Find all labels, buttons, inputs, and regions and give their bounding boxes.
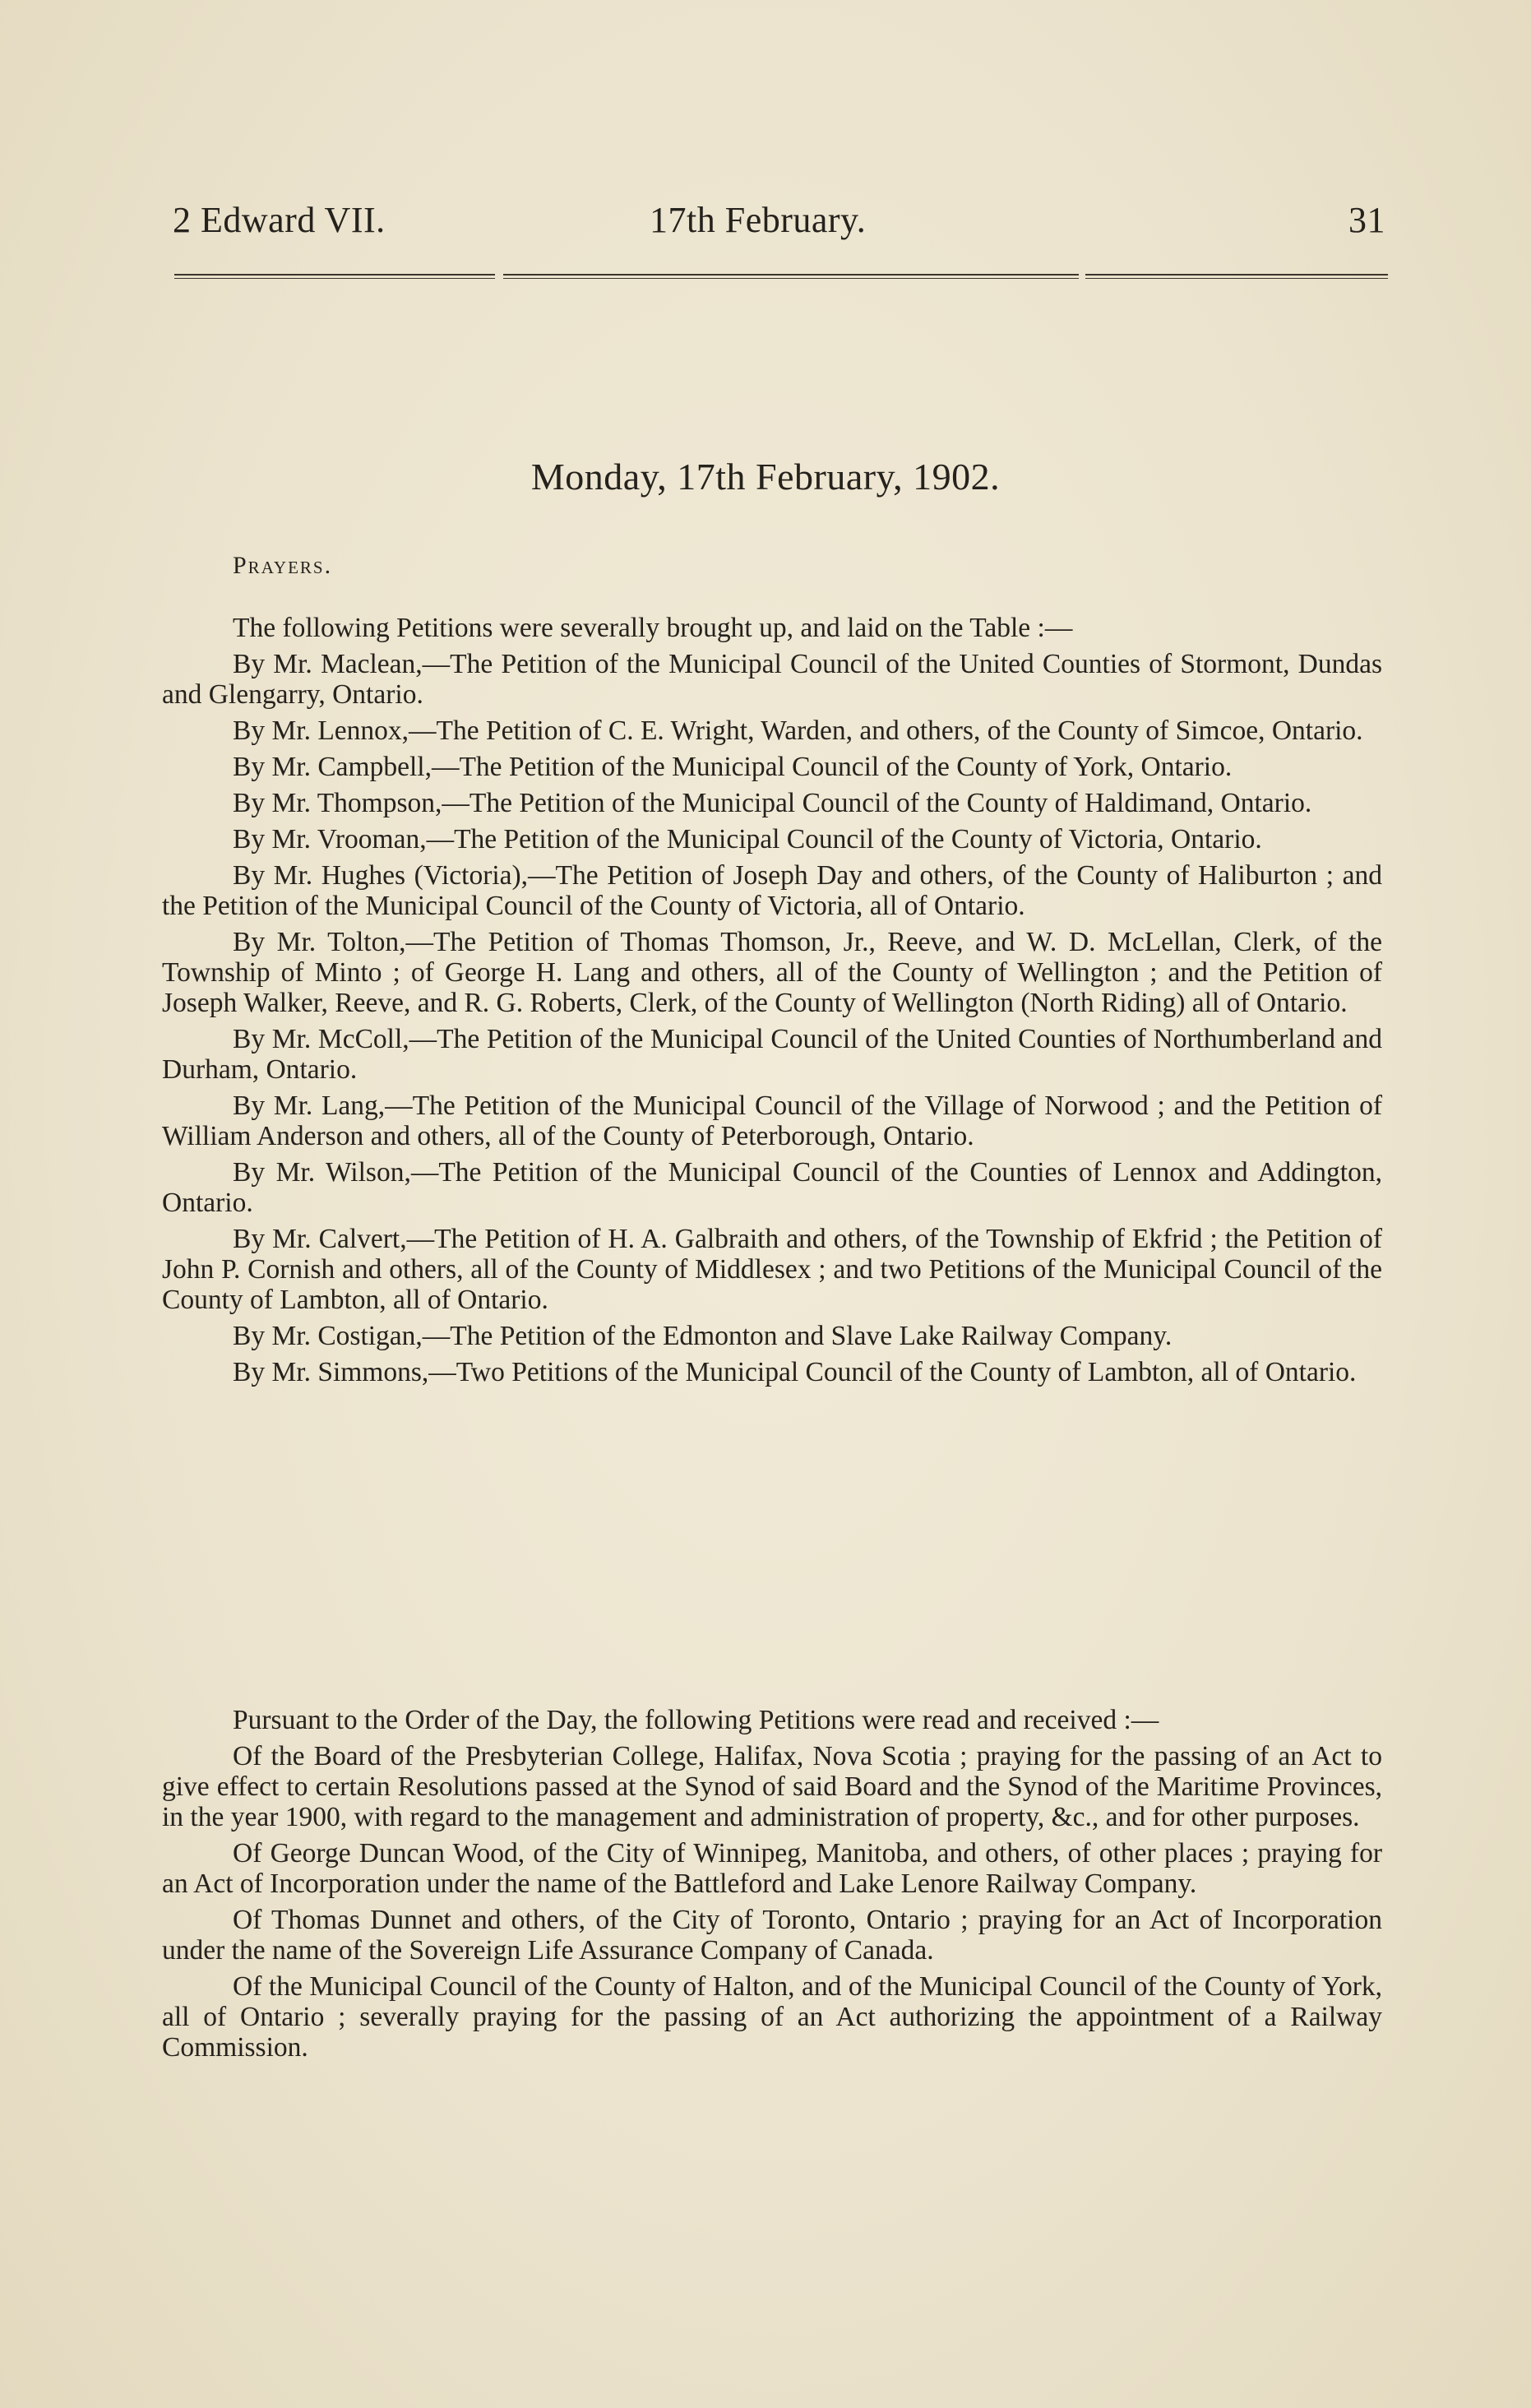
petitions-intro: The following Petitions were severally brought up, and laid on the Table :— — [233, 613, 1073, 643]
running-head-regnal-year: 2 Edward VII. — [173, 200, 386, 240]
petition-paragraph: Of the Municipal Council of the County of Halton, and of the Municipal Council of the County of York, all of Ontario ; severally praying for the passing of an Act authorizing the appointment of a Railway Commission. — [162, 1971, 1382, 2063]
petition-paragraph: By Mr. Costigan,—The Petition of the Edmonton and Slave Lake Railway Company. — [233, 1321, 1173, 1351]
header-rule-right — [1085, 274, 1388, 279]
order-of-day-intro: Pursuant to the Order of the Day, the following Petitions were read and received :— — [233, 1705, 1159, 1735]
page-number: 31 — [1348, 200, 1385, 240]
petition-paragraph: By Mr. Lennox,—The Petition of C. E. Wright, Warden, and others, of the County of Simcoe, Ontario. — [233, 715, 1363, 746]
petition-paragraph: Of Thomas Dunnet and others, of the City of Toronto, Ontario ; praying for an Act of Incorporation under the name of the Sovereign Life Assurance Company of Canada. — [162, 1905, 1382, 1966]
petition-paragraph: By Mr. Thompson,—The Petition of the Municipal Council of the County of Haldimand, Ontario. — [233, 788, 1312, 818]
petition-paragraph: By Mr. Calvert,—The Petition of H. A. Galbraith and others, of the Township of Ekfrid ; the Petition of John P. Cornish and others, all of the County of Middlesex ; and two Petitions of the Municipal Council of the County of Lambton, all of Ontario. — [162, 1224, 1382, 1315]
petitions-presented-section — [162, 613, 1382, 1393]
petition-paragraph: By Mr. Maclean,—The Petition of the Municipal Council of the United Counties of Stormont, Dundas and Glengarry, Ontario. — [162, 649, 1382, 710]
petition-paragraph: By Mr. Wilson,—The Petition of the Municipal Council of the Counties of Lennox and Addington, Ontario. — [162, 1157, 1382, 1218]
petition-paragraph: Of the Board of the Presbyterian College, Halifax, Nova Scotia ; praying for the passing of an Act to give effect to certain Resolutions passed at the Synod of said Board and the Synod of the Maritime Provinces, in the year 1900, with regard to the management and administration of property, &c., and for other purposes. — [162, 1741, 1382, 1832]
petition-paragraph: By Mr. Vrooman,—The Petition of the Municipal Council of the County of Victoria, Ontario. — [233, 824, 1262, 854]
petition-paragraph: By Mr. Tolton,—The Petition of Thomas Thomson, Jr., Reeve, and W. D. McLellan, Clerk, of the Township of Minto ; of George H. Lang and others, all of the County of Wellington ; and the Petition of Joseph Walker, Reeve, and R. G. Roberts, Clerk, of the County of Wellington (North Riding) all of Ontario. — [162, 927, 1382, 1018]
running-head-date: 17th February. — [650, 200, 867, 240]
petition-paragraph: Of George Duncan Wood, of the City of Winnipeg, Manitoba, and others, of other places ; praying for an Act of Incorporation under the name of the Battleford and Lake Lenore Railway Company. — [162, 1838, 1382, 1899]
petitions-received-section — [162, 1705, 1382, 2068]
header-rule-center — [503, 274, 1079, 279]
header-rule-left — [174, 274, 495, 279]
petition-paragraph: By Mr. Campbell,—The Petition of the Municipal Council of the County of York, Ontario. — [233, 752, 1233, 782]
petition-paragraph: By Mr. Simmons,—Two Petitions of the Municipal Council of the County of Lambton, all of Ontario. — [233, 1357, 1357, 1387]
petition-paragraph: By Mr. Hughes (Victoria),—The Petition of Joseph Day and others, of the County of Haliburton ; and the Petition of the Municipal Council of the County of Victoria, all of Ontario. — [162, 860, 1382, 921]
petition-paragraph: By Mr. Lang,—The Petition of the Municipal Council of the Village of Norwood ; and the Petition of William Anderson and others, all of the County of Peterborough, Ontario. — [162, 1091, 1382, 1151]
petition-paragraph: By Mr. McColl,—The Petition of the Municipal Council of the United Counties of Northumberland and Durham, Ontario. — [162, 1024, 1382, 1085]
prayers-heading: Prayers. — [233, 552, 333, 579]
sitting-date-title: Monday, 17th February, 1902. — [530, 456, 1001, 498]
